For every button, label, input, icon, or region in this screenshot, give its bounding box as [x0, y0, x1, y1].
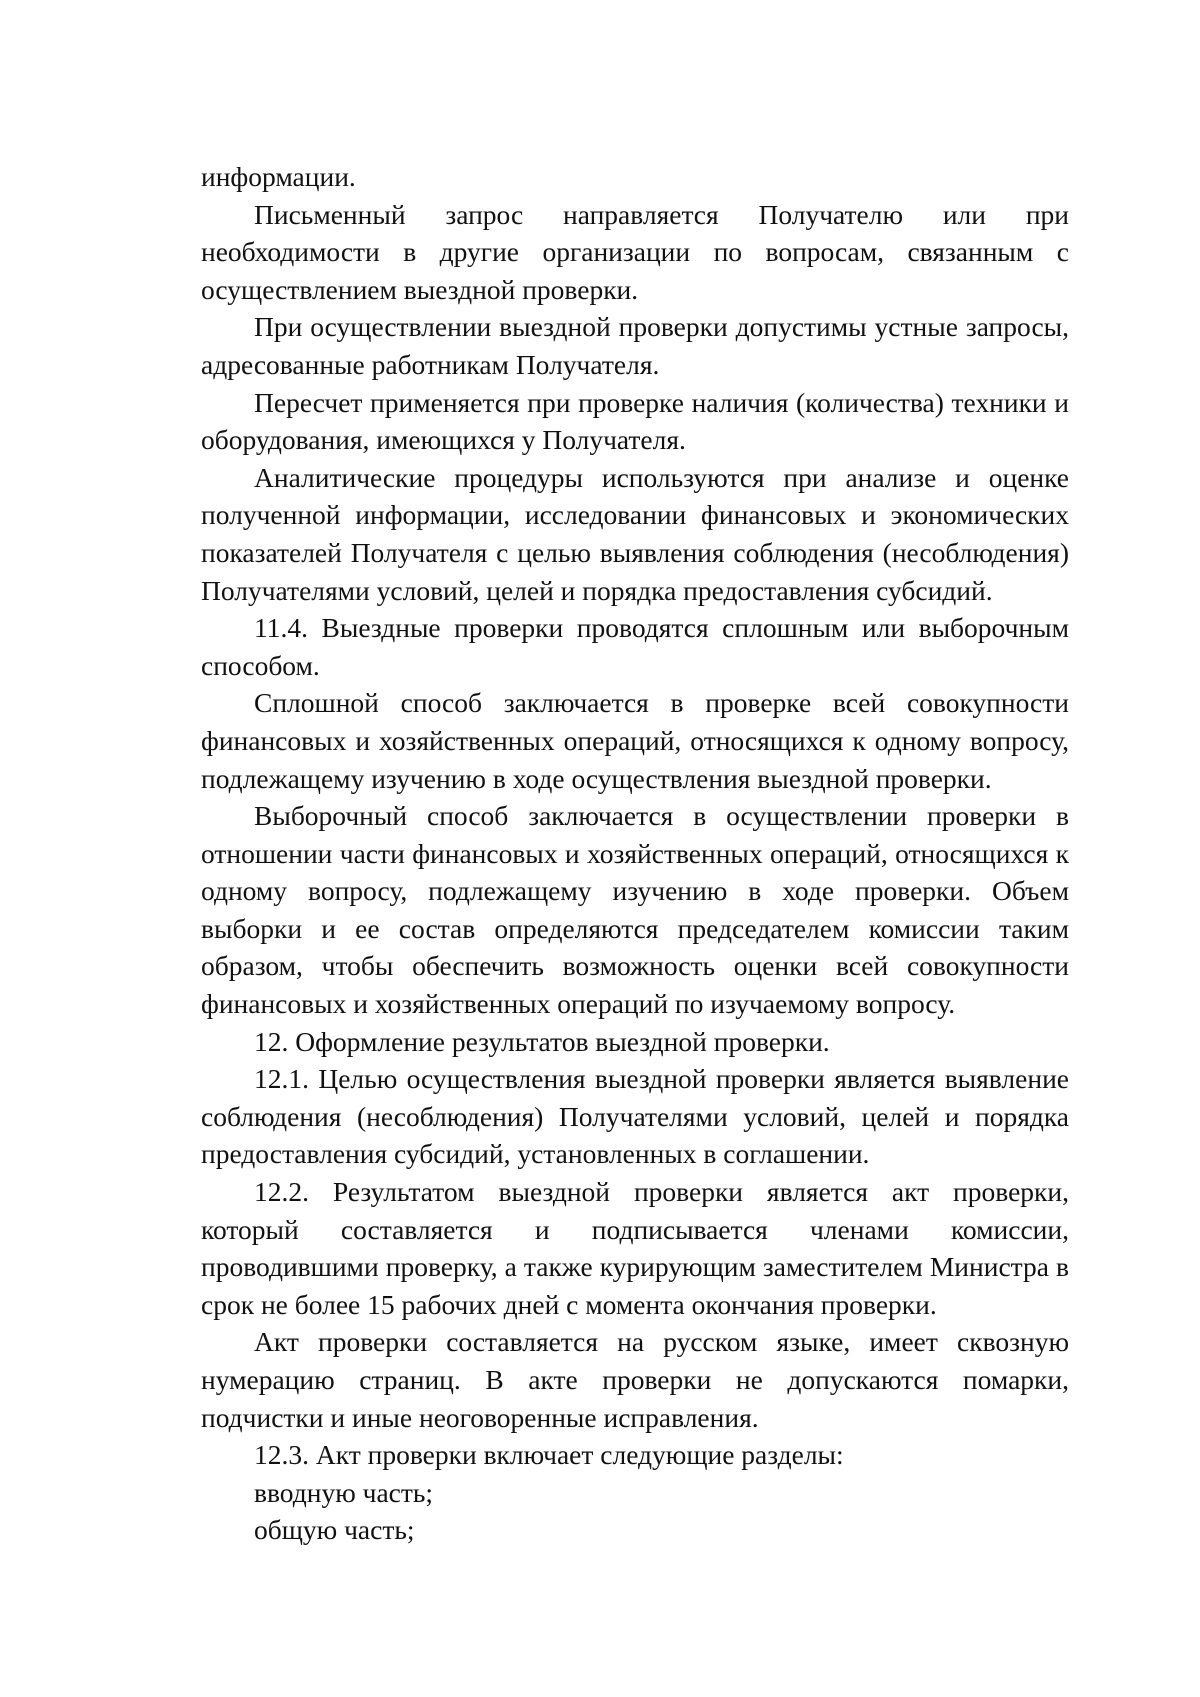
list-item-general-part: общую часть; [254, 1514, 415, 1546]
paragraph-continuous-method: Сплошной способ заключается в проверке всей совокупности финансовых и хозяйственных операций, относящихся к одному вопросу, подлежащему изучению в ходе осуществления выездной проверки. [201, 687, 1069, 794]
paragraph-11-4: 11.4. Выездные проверки проводятся сплошным или выборочным способом. [201, 612, 1069, 681]
document-body [201, 158, 1069, 1549]
paragraph-act-language: Акт проверки составляется на русском языке, имеет сквозную нумерацию страниц. В акте проверки не допускаются помарки, подчистки и иные неоговоренные исправления. [201, 1326, 1069, 1433]
paragraph-12-2: 12.2. Результатом выездной проверки является акт проверки, который составляется и подписывается членами комиссии, проводившими проверку, а также курирующим заместителем Министра в срок не более 15 рабочих дней с момента окончания проверки. [201, 1176, 1069, 1320]
paragraph-12-3: 12.3. Акт проверки включает следующие разделы: [254, 1439, 844, 1471]
paragraph-12-1: 12.1. Целью осуществления выездной проверки является выявление соблюдения (несоблюдения) Получателями условий, целей и порядка предоставления субсидий, установленных в соглашении. [201, 1063, 1069, 1170]
paragraph-continuation: информации. [201, 161, 356, 192]
paragraph-written-request: Письменный запрос направляется Получателю или при необходимости в другие организации по вопросам, связанным с осуществлением выездной проверки. [201, 198, 1069, 305]
paragraph-oral-requests: При осуществлении выездной проверки допустимы устные запросы, адресованные работникам Получателя. [201, 311, 1069, 380]
section-heading-12: 12. Оформление результатов выездной проверки. [254, 1025, 830, 1057]
paragraph-recount: Пересчет применяется при проверке наличия (количества) техники и оборудования, имеющихся у Получателя. [201, 386, 1069, 456]
list-item-intro-part: вводную часть; [254, 1476, 434, 1508]
paragraph-analytical-procedures: Аналитические процедуры используются при анализе и оценке полученной информации, исследовании финансовых и экономических показателей Получателя с целью выявления соблюдения (несоблюдения) Получателями условий, целей и порядка предоставления субсидий. [201, 461, 1069, 606]
paragraph-selective-method: Выборочный способ заключается в осуществлении проверки в отношении части финансовых и хозяйственных операций, относящихся к одному вопросу, подлежащему изучению в ходе проверки. Объем выборки и ее состав определяются председателем комиссии таким образом, чтобы обеспечить возможность оценки всей совокупности финансовых и хозяйственных операций по изучаемому вопросу. [201, 800, 1069, 1020]
